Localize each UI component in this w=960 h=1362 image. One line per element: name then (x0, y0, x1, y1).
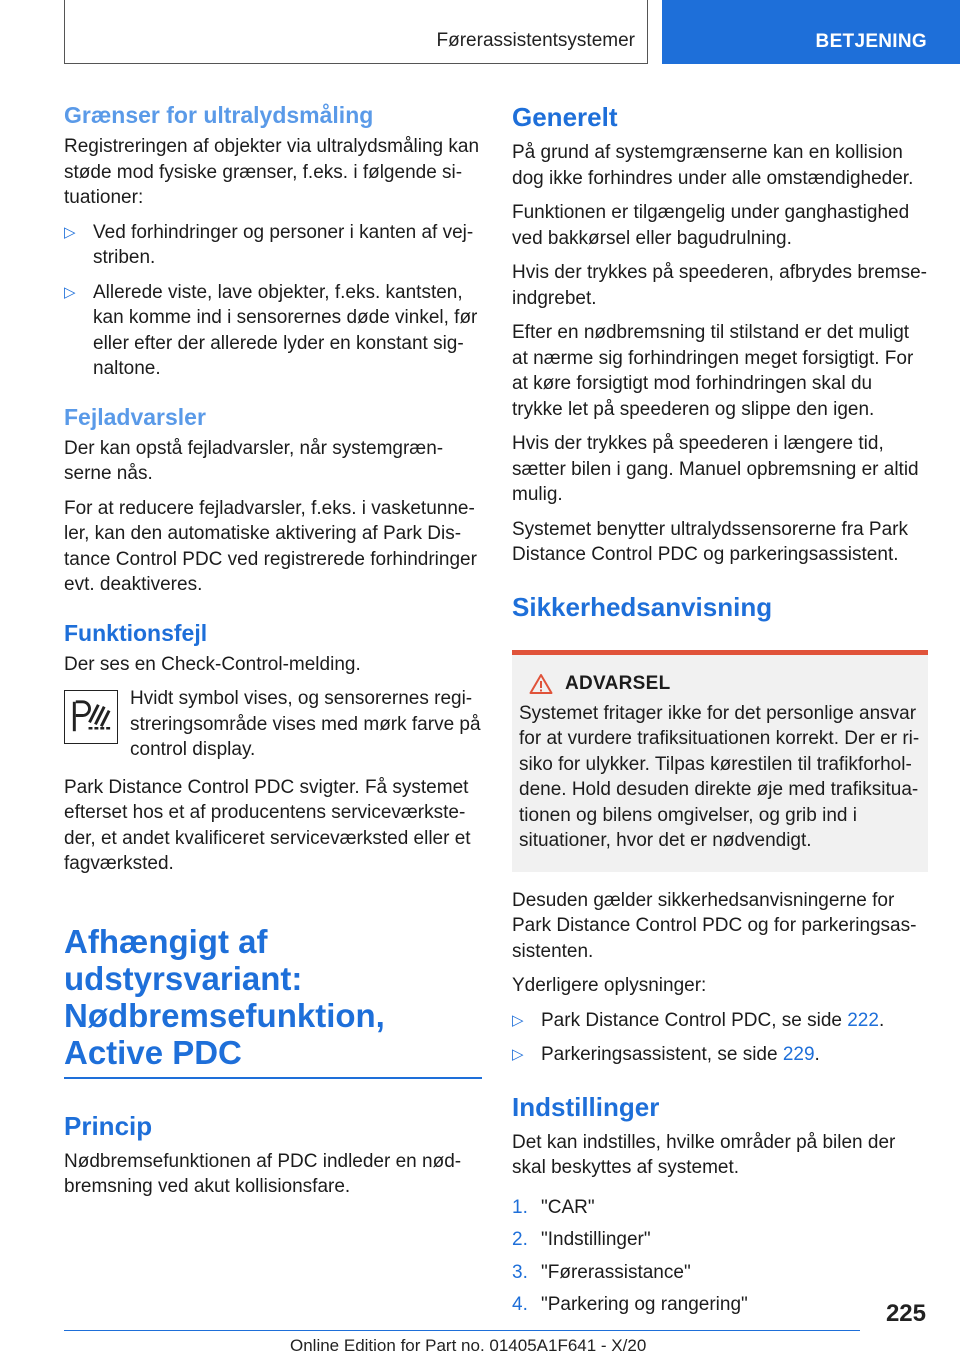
triangle-right-icon: ▷ (512, 1046, 524, 1063)
triangle-right-icon: ▷ (512, 1011, 524, 1029)
steps-list (512, 1195, 928, 1318)
warning-label: ADVARSEL (565, 672, 671, 694)
paragraph: Der ses en Check-Control-melding. (64, 653, 361, 675)
list-item: 3. "Førerassistance" (512, 1261, 691, 1283)
header-section: BETJENING (815, 31, 927, 52)
heading-false-warnings: Fejladvarsler (64, 403, 206, 430)
paragraph: Efter en nødbremsning til stilstand er det muligt at nærme sig forhindringen meget forsigtigt. For at køre forsigtigt mod forhindringen skal du trykke let på speederen og slippe den igen. (512, 322, 914, 420)
paragraph: For at reducere fejladvarsler, f.eks. i vasketunne-ler, kan den automatiske aktivering af Park Dis-tance Control PDC ved registrerede forhindringer evt. deaktiveres. (64, 497, 477, 595)
list-item: 4. "Parkering og rangering" (512, 1294, 748, 1315)
heading-settings: Indstillinger (512, 1091, 660, 1122)
chapter-heading-block (64, 923, 482, 1079)
list-item: ▷ Park Distance Control PDC, se side 222. (512, 1008, 928, 1034)
left-column (64, 100, 482, 1209)
symbol-row (64, 686, 482, 763)
triangle-right-icon: ▷ (64, 283, 76, 301)
chapter-heading: Afhængigt af udstyrsvariant: Nødbremsefunktion, Active PDC (64, 922, 385, 1071)
paragraph: Funktionen er tilgængelig under ganghastighed ved bakkørsel eller bagudrulning. (512, 202, 910, 249)
page-link-222[interactable]: 222 (847, 1009, 879, 1031)
paragraph: Desuden gælder sikkerhedsanvisningerne for Park Distance Control PDC og for parkeringsas-sistenten. (512, 889, 917, 962)
right-column (512, 100, 928, 1325)
footer-edition: Online Edition for Part no. 01405A1F641 - X/20 (290, 1336, 647, 1355)
header-chapter-box (64, 0, 648, 64)
paragraph: Yderligere oplysninger: (512, 975, 707, 996)
list-item: 1. "CAR" (512, 1196, 595, 1218)
warning-text: Systemet fritager ikke for det personlige ansvar for at vurdere trafiksituationen korrekt. Der er ri-siko for ulykker. Tilpas kørestilen til trafikforhol-dene. Hold desuden direkte øje med trafiksitua-tionen og bilens omgivelser, og grib ind i situationer, hvor det er nødvendigt. (519, 702, 920, 851)
paragraph: På grund af systemgrænserne kan en kollision dog ikke forhindres under alle omstændigheder. (512, 142, 914, 189)
list-item: 2. "Indstillinger" (512, 1229, 651, 1250)
paragraph: Der kan opstå fejladvarsler, når systemgræn-serne nås. (64, 437, 444, 484)
heading-principle: Princip (64, 1110, 153, 1141)
symbol-description: Hvidt symbol vises, og sensorernes regi-streringsområde vises med mørk farve på control display. (130, 688, 481, 760)
bullet-list (64, 220, 482, 382)
list-item: ▷ Ved forhindringer og personer i kanten af vej-striben. (64, 221, 474, 268)
page-number: 225 (885, 1300, 926, 1327)
triangle-right-icon: ▷ (64, 223, 76, 241)
warning-triangle-icon (529, 673, 553, 695)
list-item: ▷ Allerede viste, lave objekter, f.eks. kantsten, kan komme ind i sensorernes døde vinkel, før eller efter der allerede lyder en konstant sig-naltone. (64, 281, 478, 379)
warning-box (512, 650, 928, 872)
list-item: ▷ Parkeringsassistent, se side 229. (512, 1042, 928, 1068)
paragraph: Hvis der trykkes på speederen i længere tid, sætter bilen i gang. Manuel opbremsning er altid mulig. (512, 433, 919, 505)
header-chapter: Førerassistentsystemer (436, 30, 635, 51)
paragraph: Systemet benytter ultralydssensorerne fra Park Distance Control PDC og parkeringsassistent. (512, 518, 909, 565)
pdc-sensor-symbol-icon (64, 690, 118, 744)
paragraph: Hvis der trykkes på speederen, afbrydes bremse-indgrebet. (512, 262, 928, 309)
heading-safety: Sikkerhedsanvisning (512, 591, 773, 622)
warning-header (519, 673, 921, 695)
reference-list (512, 1008, 928, 1068)
paragraph: Park Distance Control PDC svigter. Få systemet efterset hos et af producentens serviceværkste-der, et andet kvalificeret serviceværksted eller et fagværksted. (64, 776, 471, 874)
footer-rule (64, 1330, 860, 1331)
paragraph: Nødbremsefunktionen af PDC indleder en nød-bremsning ved akut kollisionsfare. (64, 1150, 462, 1197)
heading-malfunction: Funktionsfejl (64, 619, 208, 646)
heading-general: Generelt (512, 102, 618, 132)
heading-ultrasound-limits: Grænser for ultralydsmåling (64, 102, 374, 128)
header-section-box (662, 0, 960, 64)
page-link-229[interactable]: 229 (782, 1044, 815, 1065)
paragraph: Registreringen af objekter via ultralydsmåling kan støde mod fysiske grænser, f.eks. i følgende si-tuationer: (64, 136, 480, 208)
paragraph: Det kan indstilles, hvilke områder på bilen der skal beskyttes af systemet. (512, 1131, 896, 1178)
